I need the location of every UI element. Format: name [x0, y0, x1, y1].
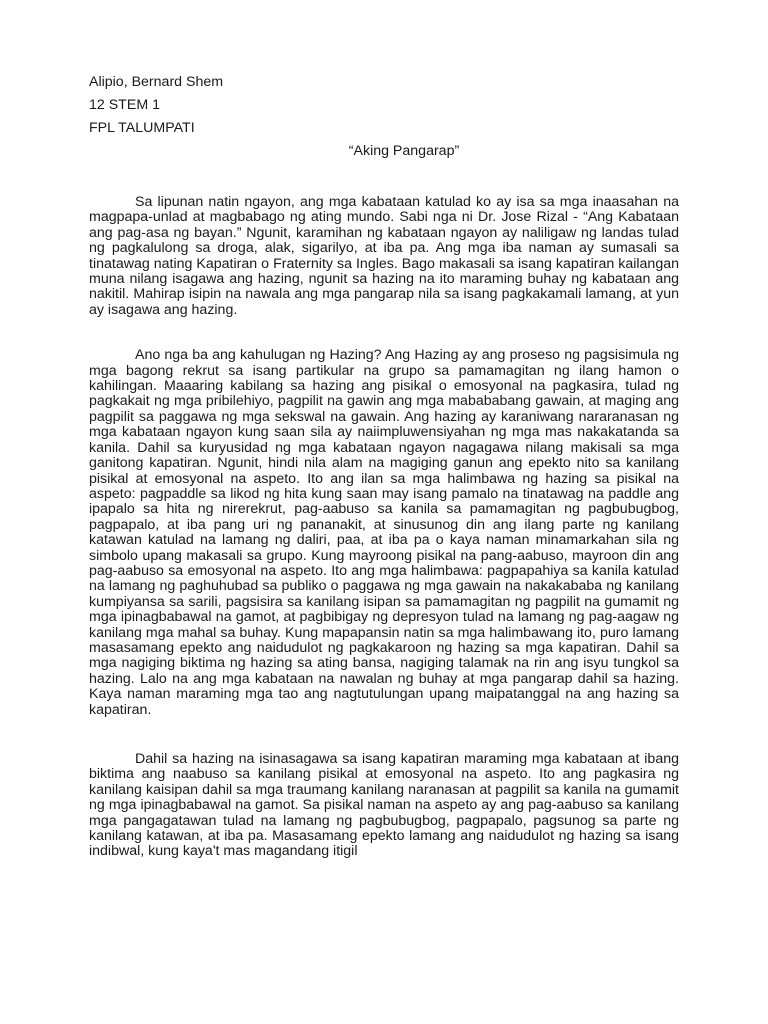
subject-line: FPL TALUMPATI — [89, 120, 195, 136]
essay-title: “Aking Pangarap” — [348, 143, 460, 159]
author-name: Alipio, Bernard Shem — [89, 74, 224, 90]
document-page — [89, 72, 679, 860]
paragraph-effects: Dahil sa hazing na isinasagawa sa isang kapatiran maraming mga kabataan at ibang biktima ang naabuso sa kanilang pisikal at emosyonal na aspeto. Ito ang pagkasira ng kanilang kaisipan dahil sa mga traumang kanilang naranasan at pagpilit sa kanila na gumamit ng mga ipinagbabawal na gamot. Sa pisikal naman na aspeto ay ang pag-aabuso sa kanilang mga pangagatawan tulad na lamang ng pagbubugbog, pagpapalo, pagsunog sa parte ng kanilang katawan, at iba pa. Masasamang epekto lamang ang naidudulot ng hazing sa isang indibwal, kung kaya't mas magandang itigil — [89, 751, 679, 860]
class-section: 12 STEM 1 — [89, 97, 160, 113]
paragraph-hazing-definition: Ano nga ba ang kahulugan ng Hazing? Ang Hazing ay ang proseso ng pagsisimula ng mga bagong rekrut sa isang partikular na grupo sa pamamagitan ng ilang hamon o kahilingan. Maaaring kabilang sa hazing ang pisikal o emosyonal na pagkasira, tulad ng pagkakait ng mga pribilehiyo, pagpilit na gawin ang mga mabababang gawain, at maging ang pagpilit sa paggawa ng mga sekswal na gawain. Ang hazing ay karaniwang nararanasan ng mga kabataan ngayon kung saan sila ay naiimpluwensiyahan ng mga mas nakakatanda sa kanila. Dahil sa kuryusidad ng mga kabataan ngayon nagagawa nilang makisali sa mga ganitong kapatiran. Ngunit, hindi nila alam na magiging ganun ang epekto nito sa kanilang pisikal at emosyonal na aspeto. Ito ang ilan sa mga halimbawa ng hazing sa pisikal na aspeto: pagpaddle sa likod ng hita kung saan may isang pamalo na tinatawag na paddle ang ipapalo sa hita ng nirerekrut, pag-aabuso sa kanila sa pamamagitan ng pagbubugbog, pagpapalo, at iba pang uri ng pananakit, at sinusunog din ang ilang parte ng kanilang katawan katulad na lamang ng daliri, paa, at iba pa o kaya naman minamarkahan sila ng simbolo upang makasali sa grupo. Kung mayroong pisikal na pang-aabuso, mayroon din ang pag-aabuso sa emosyonal na aspeto. Ito ang mga halimbawa: pagpapahiya sa kanila katulad na lamang ng paghuhubad sa publiko o paggawa ng mga gawain na nakakababa ng kanilang kumpiyansa sa sarili, pagsisira sa kanilang isipan sa pamamagitan ng pagpilit na gumamit ng mga ipinagbabawal na gamot, at pagbibigay ng depresyon tulad na lamang ng pag-aagaw ng kanilang mga mahal sa buhay. Kung mapapansin natin sa mga halimbawang ito, puro lamang masasamang epekto ang naidudulot ng pagkakaroon ng hazing sa mga kapatiran. Dahil sa mga nagiging biktima ng hazing sa ating bansa, nagiging talamak na rin ang isyu tungkol sa hazing. Lalo na ang mga kabataan na nawalan ng buhay at mga pangarap dahil sa hazing. Kaya naman maraming mga tao ang nagtutulungan upang maipatanggal na ang hazing sa kapatiran. — [89, 347, 679, 718]
paragraph-intro: Sa lipunan natin ngayon, ang mga kabataan katulad ko ay isa sa mga inaasahan na magpapa-unlad at magbabago ng ating mundo. Sabi nga ni Dr. Jose Rizal - “Ang Kabataan ang pag-asa ng bayan.” Ngunit, karamihan ng kabataan ngayon ay naliligaw ng landas tulad ng pagkalulong sa droga, alak, sigarilyo, at iba pa. Ang mga iba naman ay sumasali sa tinatawag nating Kapatiran o Fraternity sa Ingles. Bago makasali sa isang kapatiran kailangan muna nilang isagawa ang hazing, ngunit sa hazing na ito maraming buhay ng kabataan ang nakitil. Mahirap isipin na nawala ang mga pangarap nila sa isang pagkakamali lamang, at yun ay isagawa ang hazing. — [89, 194, 679, 318]
